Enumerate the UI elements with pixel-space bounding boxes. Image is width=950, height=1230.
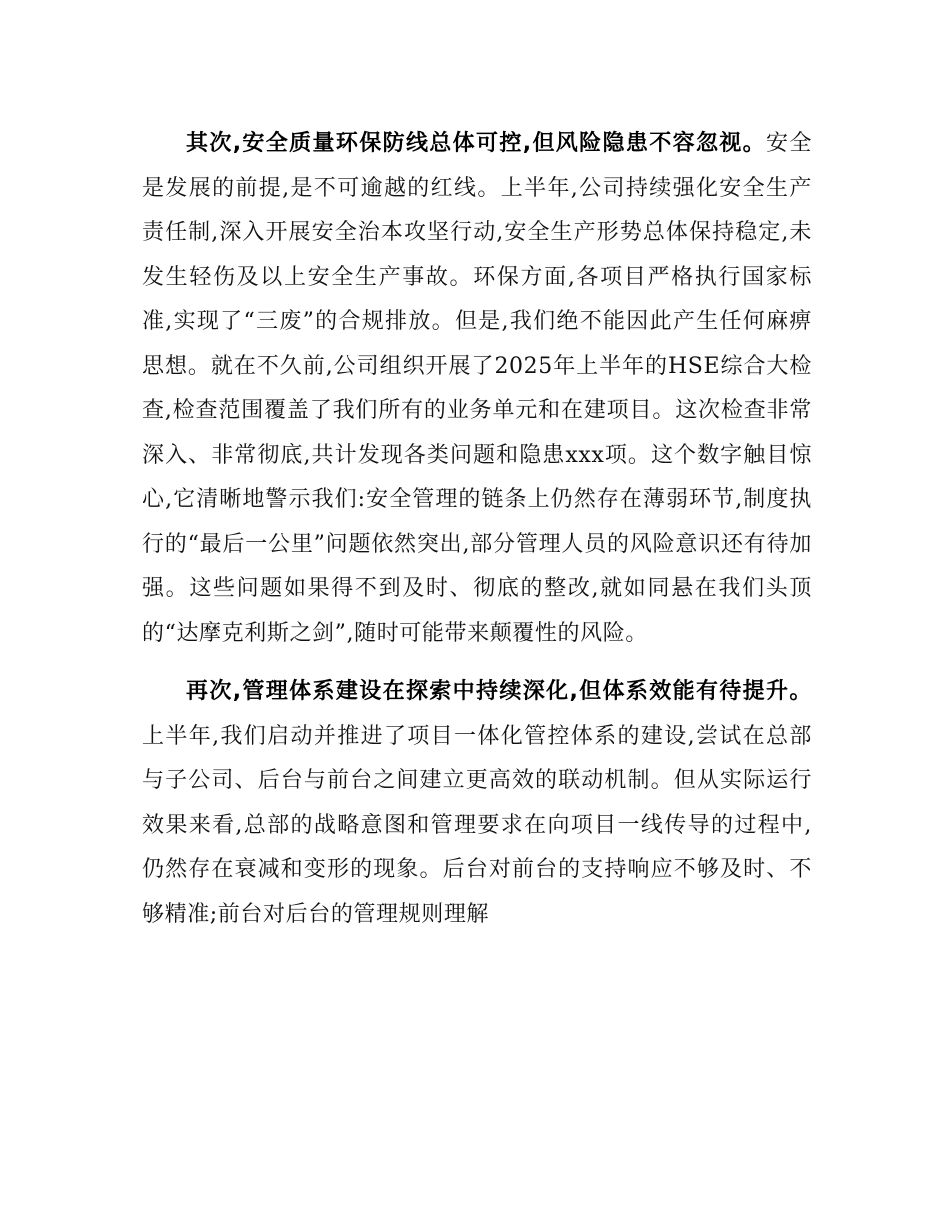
document-page [142,122,812,937]
paragraph-lead-heading: 再次,管理体系建设在探索中持续深化,但体系效能有待提升。 [186,679,812,704]
paragraph-body-text: 上半年,我们启动并推进了项目一体化管控体系的建设,尝试在总部与子公司、后台与前台之间建立更高效的联动机制。但从实际运行效果来看,总部的战略意图和管理要求在向项目一线传导的过程中,仍然存在衰减和变形的现象。后台对前台的支持响应不够及时、不够精准;前台对后台的管理规则理解 [142,723,812,927]
paragraph-safety [142,122,812,656]
paragraph-body-text: 安全是发展的前提,是不可逾越的红线。上半年,公司持续强化安全生产责任制,深入开展安全治本攻坚行动,安全生产形势总体保持稳定,未发生轻伤及以上安全生产事故。环保方面,各项目严格执行国家标准,实现了“三废”的合规排放。但是,我们绝不能因此产生任何麻痹思想。就在不久前,公司组织开展了2025年上半年的HSE综合大检查,检查范围覆盖了我们所有的业务单元和在建项目。这次检查非常深入、非常彻底,共计发现各类问题和隐患xxx项。这个数字触目惊心,它清晰地警示我们:安全管理的链条上仍然存在薄弱环节,制度执行的“最后一公里”问题依然突出,部分管理人员的风险意识还有待加强。这些问题如果得不到及时、彻底的整改,就如同悬在我们头顶的“达摩克利斯之剑”,随时可能带来颠覆性的风险。 [142,131,812,646]
paragraph-lead-heading: 其次,安全质量环保防线总体可控,但风险隐患不容忽视。 [186,131,767,156]
paragraph-management [142,670,812,937]
